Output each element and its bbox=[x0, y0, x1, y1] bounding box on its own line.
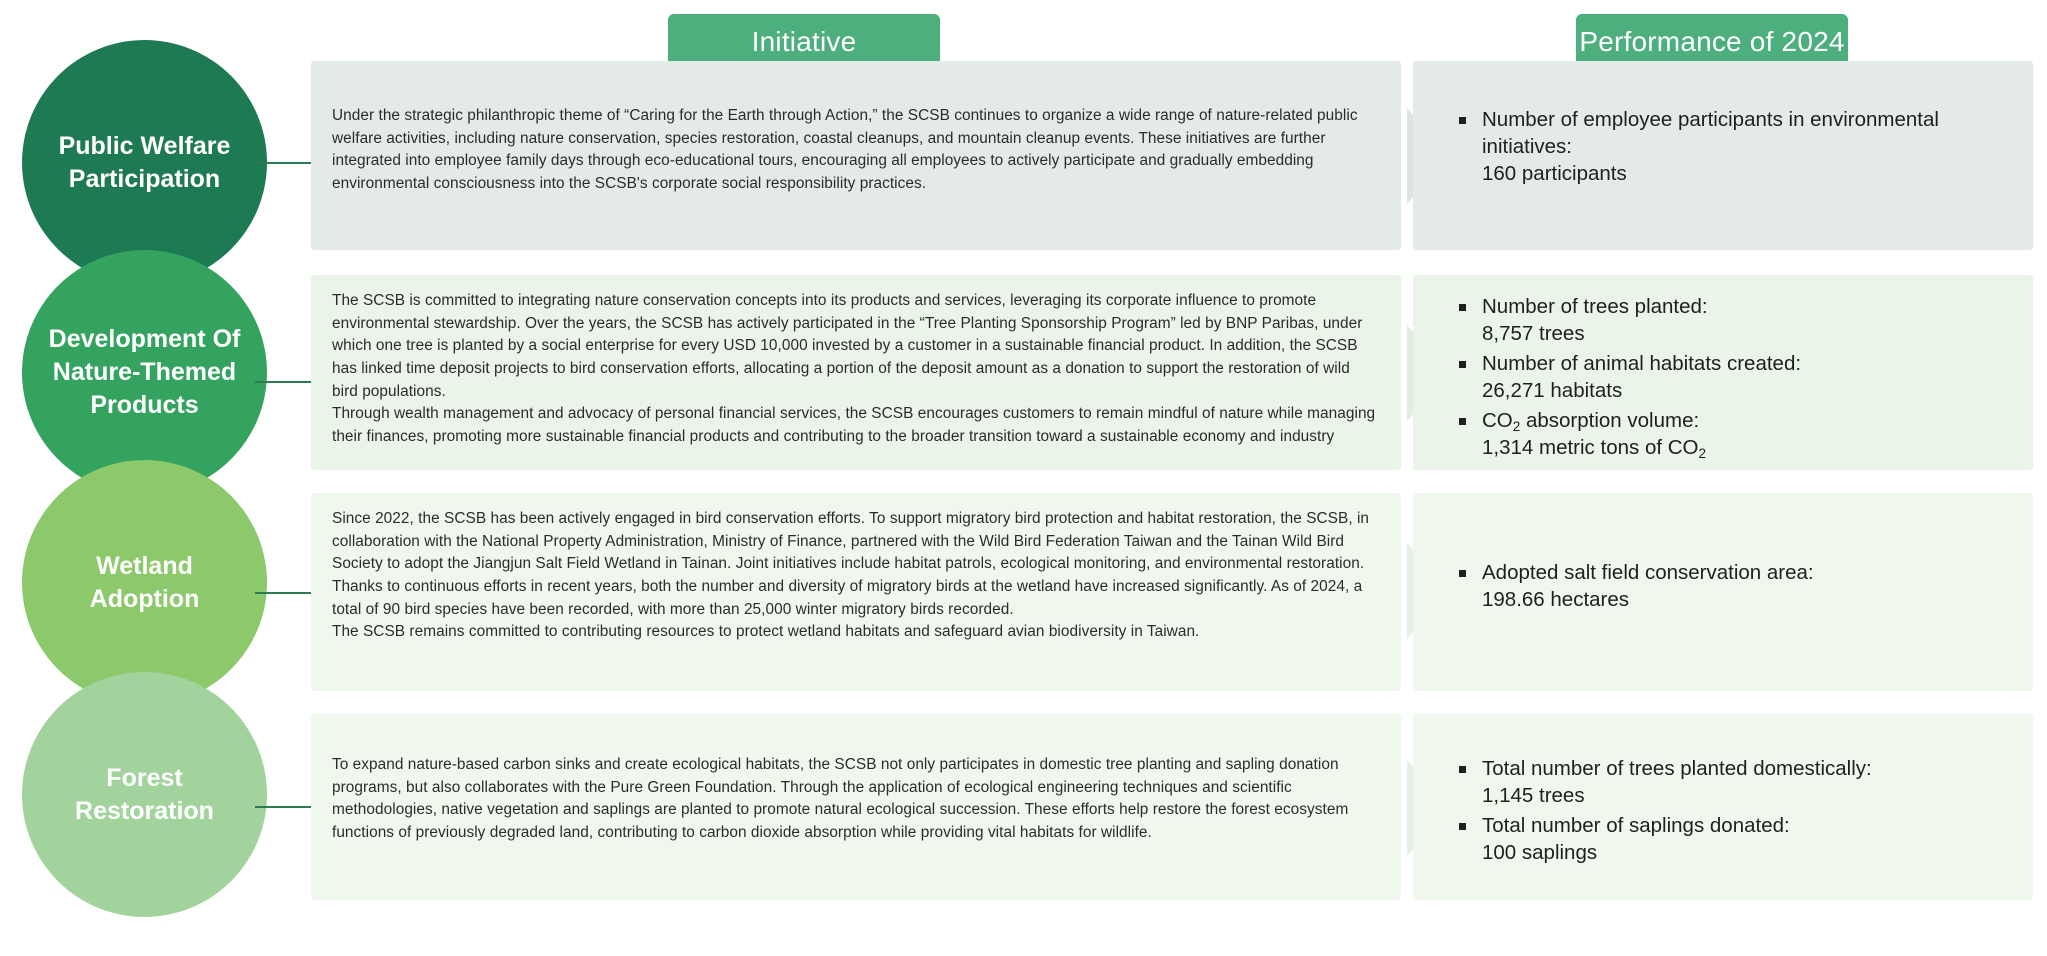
initiative-paragraph: Under the strategic philanthropic theme of “Caring for the Earth through Action,” the SCSB continues to organize a wide range of nature-related public welfare activities, including nature conservation, species restoration, coastal cleanups, and mountain cleanup events. These initiatives are further integrated into employee family days through eco-educational tours, encouraging all employees to actively participate and gradually embedding environmental consciousness into the SCSB's corporate social responsibility practices. bbox=[332, 107, 1358, 192]
performance-item bbox=[1457, 293, 2013, 347]
category-circle-label bbox=[75, 762, 214, 828]
initiative-paragraph: Thanks to continuous efforts in recent years, both the number and diversity of migratory birds at the wetland have increased significantly. As of 2024, a total of 90 bird species have been recorded, with more than 25,000 winter migratory birds recorded. bbox=[332, 577, 1363, 618]
performance-item-value: 8,757 trees bbox=[1482, 322, 1585, 346]
performance-item-label: Total number of saplings donated: bbox=[1482, 814, 1790, 838]
category-circle-development-of-nature-themed-products[interactable] bbox=[22, 250, 267, 495]
performance-list-row1 bbox=[1413, 61, 2033, 187]
performance-item bbox=[1457, 106, 2013, 187]
category-circle-forest-restoration[interactable] bbox=[22, 672, 267, 917]
initiative-paragraph: The SCSB is committed to integrating nature conservation concepts into its products and services, leveraging its corporate influence to promote environmental stewardship. Over the years, the SCSB has actively participated in the “Tree Planting Sponsorship Program” led by BNP Paribas, under which one tree is planted by a social enterprise for every USD 10,000 invested by a customer in a sustainable financial product. In addition, the SCSB has linked time deposit projects to bird conservation efforts, allocating a portion of the deposit amount as a donation to support the restoration of wild bird populations. bbox=[332, 292, 1363, 400]
performance-item-label: Number of employee participants in environmental initiatives: bbox=[1482, 108, 1939, 159]
initiative-paragraph: Through wealth management and advocacy of personal financial services, the SCSB encourages customers to remain mindful of nature while managing their finances, promoting more sustainable financial products and contributing to the broader transition toward a sustainable economy and industry bbox=[332, 405, 1376, 445]
performance-item-label: $CO_2$ absorption volume: bbox=[1482, 409, 1700, 434]
category-circle-label bbox=[49, 323, 241, 422]
performance-item-label: Number of trees planted: bbox=[1482, 295, 1708, 318]
connector-line-row4 bbox=[255, 806, 313, 808]
performance-item-value: 160 participants bbox=[1482, 162, 1627, 186]
column-header-initiative-label: Initiative bbox=[751, 25, 857, 57]
initiative-paragraph: To expand nature-based carbon sinks and create ecological habitats, the SCSB not only participates in domestic tree planting and sapling donation programs, but also collaborates with the Pure Green Foundation. Through the application of ecological engineering techniques and scientific methodologies, native vegetation and saplings are planted to promote natural ecological succession. These efforts help restore the forest ecosystem functions of previously degraded land, contributing to carbon dioxide absorption while providing vital habitats for wildlife. bbox=[332, 756, 1349, 841]
category-circle-public-welfare-participation[interactable] bbox=[22, 40, 267, 285]
category-circle-wetland-adoption[interactable] bbox=[22, 460, 267, 705]
performance-item-label: Total number of trees planted domestically: bbox=[1482, 757, 1872, 780]
performance-item bbox=[1457, 559, 2013, 613]
performance-item-value: 198.66 hectares bbox=[1482, 588, 1630, 612]
initiative-paragraph: The SCSB remains committed to contributing resources to protect wetland habitats and safeguard avian biodiversity in Taiwan. bbox=[332, 623, 1200, 641]
performance-panel-row4 bbox=[1413, 714, 2033, 900]
performance-item-value: 1,145 trees bbox=[1482, 784, 1585, 808]
subscript: 2 bbox=[1512, 418, 1521, 434]
category-circle-label-line1: Development Of bbox=[48, 325, 241, 353]
performance-item-value: 1,314 metric tons of $CO_2$ bbox=[1482, 436, 1707, 462]
performance-item bbox=[1457, 350, 2013, 404]
performance-item-value: 100 saplings bbox=[1482, 841, 1598, 865]
category-circle-label bbox=[59, 130, 231, 196]
performance-item-label: Adopted salt field conservation area: bbox=[1482, 561, 1814, 584]
subscript: 2 bbox=[1698, 446, 1707, 462]
initiative-text-row3 bbox=[311, 493, 1401, 644]
category-circle-label-line1: Wetland bbox=[96, 551, 193, 580]
category-circle-label-line2: Adoption bbox=[89, 584, 200, 613]
connector-line-row2 bbox=[255, 381, 313, 383]
initiative-paragraph: Since 2022, the SCSB has been actively engaged in bird conservation efforts. To support migratory bird protection and habitat restoration, the SCSB, in collaboration with the National Property Administration, Ministry of Finance, partnered with the Wild Bird Federation Taiwan and the Tainan Wild Bird Society to adopt the Jiangjun Salt Field Wetland in Tainan. Joint initiatives include habitat patrols, ecological monitoring, and environmental restoration. bbox=[332, 510, 1370, 573]
performance-list-row2 bbox=[1413, 275, 2033, 461]
performance-panel-row3 bbox=[1413, 493, 2033, 691]
column-header-performance-label: Performance of 2024 bbox=[1579, 25, 1845, 57]
initiative-panel-row1 bbox=[311, 61, 1401, 250]
category-circle-label-line2: Nature-Themed bbox=[52, 358, 237, 386]
performance-item bbox=[1457, 407, 2013, 461]
connector-line-row1 bbox=[255, 162, 313, 164]
category-circle-label-line1: Public Welfare bbox=[58, 131, 231, 160]
initiative-panel-row2 bbox=[311, 275, 1401, 470]
performance-item-label: Number of animal habitats created: bbox=[1482, 352, 1802, 376]
category-circle-label-line1: Forest bbox=[106, 763, 183, 792]
performance-item bbox=[1457, 755, 2013, 809]
performance-list-row4 bbox=[1413, 714, 2033, 866]
connector-line-row3 bbox=[255, 592, 313, 594]
performance-item bbox=[1457, 812, 2013, 866]
initiative-panel-row4 bbox=[311, 714, 1401, 900]
initiative-text-row2 bbox=[311, 275, 1401, 448]
performance-item-value: 26,271 habitats bbox=[1482, 379, 1623, 403]
category-circle-label bbox=[90, 550, 200, 616]
category-circle-label-line3: Products bbox=[90, 391, 199, 419]
performance-panel-row1 bbox=[1413, 61, 2033, 250]
category-circle-label-line2: Participation bbox=[68, 164, 221, 193]
initiative-text-row4 bbox=[311, 714, 1401, 845]
initiative-text-row1 bbox=[311, 61, 1401, 196]
category-circle-label-line2: Restoration bbox=[75, 796, 214, 825]
performance-list-row3 bbox=[1413, 493, 2033, 613]
performance-panel-row2 bbox=[1413, 275, 2033, 470]
initiative-panel-row3 bbox=[311, 493, 1401, 691]
